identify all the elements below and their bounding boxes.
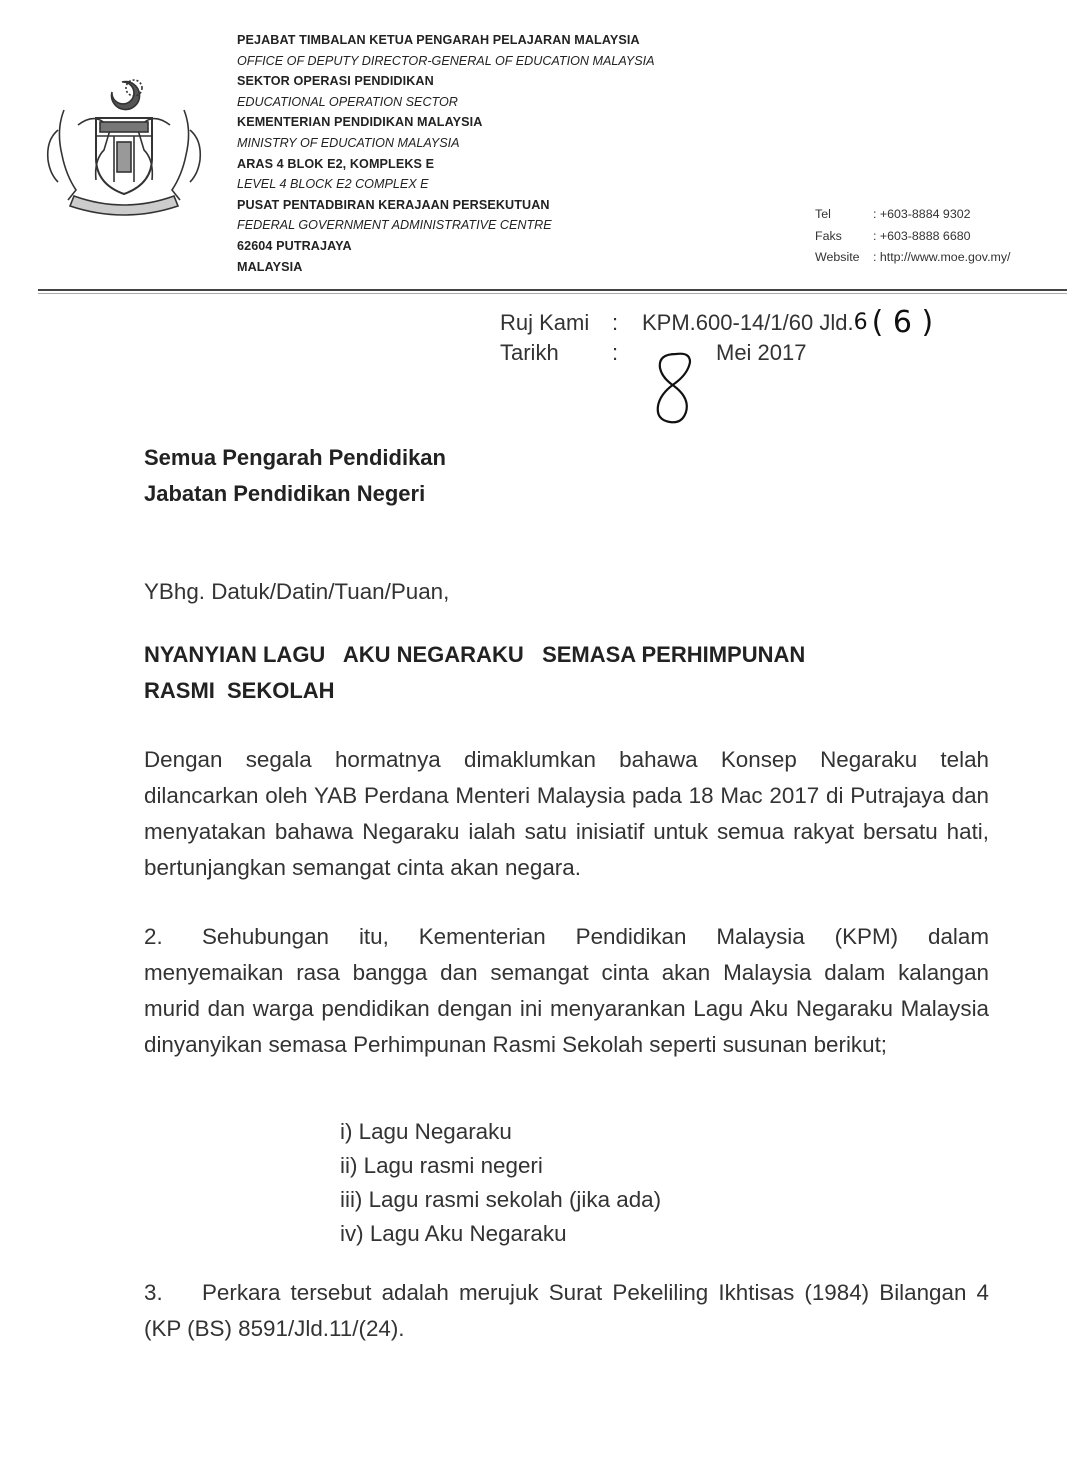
paragraph-number: 2. (144, 924, 163, 949)
letterhead-line: PEJABAT TIMBALAN KETUA PENGARAH PELAJARAN MALAYSIA (237, 33, 640, 47)
letterhead-line: PUSAT PENTADBIRAN KERAJAAN PERSEKUTUAN (237, 197, 550, 212)
contact-value: : +603-8888 6680 (873, 228, 971, 243)
letterhead-line: SEKTOR OPERASI PENDIDIKAN (237, 74, 434, 89)
contact-value: : http://www.moe.gov.my/ (873, 250, 1011, 265)
salutation: YBhg. Datuk/Datin/Tuan/Puan, (144, 579, 450, 604)
letterhead-address (237, 30, 655, 277)
list-item: iv) Lagu Aku Negaraku (340, 1221, 567, 1246)
ruj-separator: : (612, 310, 619, 335)
date-row (500, 338, 933, 368)
contact-value: : +603-8884 9302 (873, 207, 971, 221)
contact-label: Website (815, 250, 860, 265)
ruj-handwritten-number: ( 6 ) (871, 305, 934, 340)
letterhead-line: FEDERAL GOVERNMENT ADMINISTRATIVE CENTRE (237, 218, 552, 233)
contact-label: Faks (815, 228, 842, 243)
handwritten-day-value: 8 (646, 346, 647, 347)
header-divider (38, 289, 1067, 291)
contact-tel (815, 204, 1011, 226)
paragraph-1: Dengan segala hormatnya dimaklumkan bahawa Konsep Negaraku telah dilancarkan oleh YAB Perdana Menteri Malaysia pada 18 Mac 2017 di Putrajaya dan menyatakan bahawa Negaraku ialah satu inisiatif untuk semua rakyat bersatu hati, bertunjangkan semangat cinta akan negara. (144, 747, 989, 880)
list-item: i) Lagu Negaraku (340, 1119, 512, 1144)
addressee-line: Semua Pengarah Pendidikan (144, 445, 446, 470)
contact-fax (815, 226, 1011, 248)
letterhead-line: KEMENTERIAN PENDIDIKAN MALAYSIA (237, 115, 483, 130)
letterhead-line: MALAYSIA (237, 259, 303, 274)
list-item: ii) Lagu rasmi negeri (340, 1153, 543, 1178)
addressee-line: Jabatan Pendidikan Negeri (144, 481, 426, 506)
letterhead-line: EDUCATIONAL OPERATION SECTOR (237, 94, 458, 109)
paragraph-text: Sehubungan itu, Kementerian Pendidikan Malaysia (KPM) dalam menyemaikan rasa bangga dan semangat cinta akan Malaysia dalam kalangan murid dan warga pendidikan dengan ini menyarankan Lagu Aku Negaraku Malaysia dinyanyikan semasa Perhimpunan Rasmi Sekolah seperti susunan berikut; (144, 924, 989, 1057)
contact-label: Tel (815, 207, 831, 221)
coat-of-arms-logo (34, 70, 214, 220)
subject-heading (144, 637, 989, 709)
subject-line: RASMI SEKOLAH (144, 678, 335, 703)
tarikh-value: Mei 2017 (716, 340, 807, 365)
subject-line-text: NYANYIAN LAGU AKU NEGARAKU SEMASA PERHIMPUNAN (144, 642, 806, 667)
header-divider-thin (38, 293, 1067, 294)
tarikh-separator: : (612, 340, 619, 365)
paragraph-number: 3. (144, 1280, 163, 1305)
letterhead-line: LEVEL 4 BLOCK E2 COMPLEX E (237, 177, 429, 192)
ruj-label: Ruj Kami (500, 310, 590, 335)
letterhead-line: 62604 PUTRAJAYA (237, 238, 352, 253)
subject-line (144, 637, 989, 673)
ruj-handwritten-volume: 6 (853, 310, 868, 335)
handwritten-day (646, 346, 698, 426)
contact-info (815, 204, 1011, 269)
paragraph-3 (144, 1275, 989, 1347)
reference-block (500, 305, 934, 368)
paragraph-2 (144, 919, 989, 1063)
list-item: iii) Lagu rasmi sekolah (jika ada) (340, 1187, 662, 1212)
letterhead-line: ARAS 4 BLOK E2, KOMPLEKS E (237, 156, 435, 171)
tarikh-label: Tarikh (500, 340, 559, 365)
ruj-value: KPM.600-14/1/60 Jld. (642, 310, 854, 335)
reference-row (500, 305, 934, 340)
letterhead-line: OFFICE OF DEPUTY DIRECTOR-GENERAL OF EDUCATION MALAYSIA (237, 53, 655, 68)
order-list (340, 1115, 661, 1251)
paragraph-text: Perkara tersebut adalah merujuk Surat Pekeliling Ikhtisas (1984) Bilangan 4 (KP (BS) 8591/Jld.11/(24). (144, 1280, 989, 1341)
addressee (144, 440, 989, 512)
letterhead-line: MINISTRY OF EDUCATION MALAYSIA (237, 135, 460, 150)
contact-website (815, 247, 1011, 269)
